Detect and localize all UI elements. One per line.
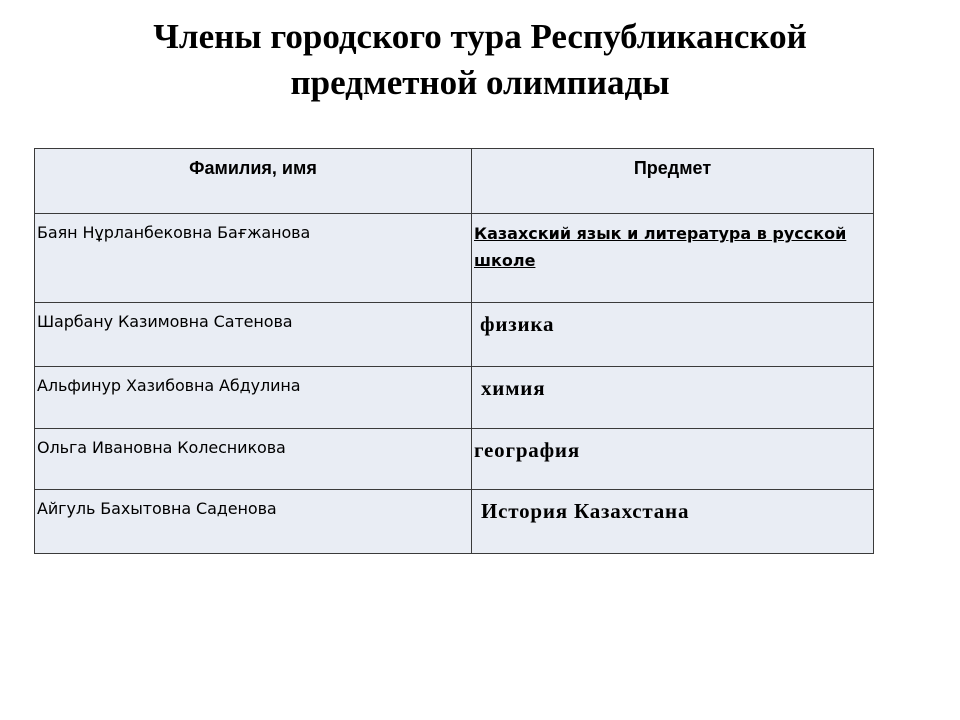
page-title-line-2: предметной олимпиады bbox=[290, 63, 670, 102]
column-header-name-label: Фамилия, имя bbox=[189, 158, 317, 178]
member-name: Альфинур Хазибовна Абдулина bbox=[37, 376, 301, 395]
subject-text: география bbox=[474, 438, 580, 462]
members-table bbox=[34, 148, 874, 554]
subject-cell bbox=[472, 214, 874, 303]
name-cell bbox=[35, 429, 472, 490]
page-title bbox=[0, 14, 960, 106]
column-header-subject-label: Предмет bbox=[633, 158, 712, 178]
table-header-row bbox=[35, 149, 874, 214]
subject-cell bbox=[472, 490, 874, 554]
name-cell bbox=[35, 214, 472, 303]
table-row bbox=[35, 214, 874, 303]
subject-text: История Казахстана bbox=[481, 499, 690, 523]
page-title-line-1: Члены городского тура Республиканской bbox=[153, 17, 807, 56]
subject-text: Казахский язык и литература в русской школе bbox=[474, 224, 847, 270]
column-header-name bbox=[35, 149, 472, 214]
table-row bbox=[35, 429, 874, 490]
table-row bbox=[35, 490, 874, 554]
table-row bbox=[35, 367, 874, 429]
name-cell bbox=[35, 303, 472, 367]
member-name: Ольга Ивановна Колесникова bbox=[37, 438, 286, 457]
subject-text: физика bbox=[480, 312, 555, 336]
subject-cell bbox=[472, 367, 874, 429]
name-cell bbox=[35, 367, 472, 429]
member-name: Шарбану Казимовна Сатенова bbox=[37, 312, 293, 331]
subject-cell bbox=[472, 303, 874, 367]
member-name: Баян Нұрланбековна Бағжанова bbox=[37, 223, 311, 242]
name-cell bbox=[35, 490, 472, 554]
table-row bbox=[35, 303, 874, 367]
column-header-subject bbox=[472, 149, 874, 214]
subject-cell bbox=[472, 429, 874, 490]
member-name: Айгуль Бахытовна Саденова bbox=[37, 499, 277, 518]
subject-text: химия bbox=[481, 376, 546, 400]
